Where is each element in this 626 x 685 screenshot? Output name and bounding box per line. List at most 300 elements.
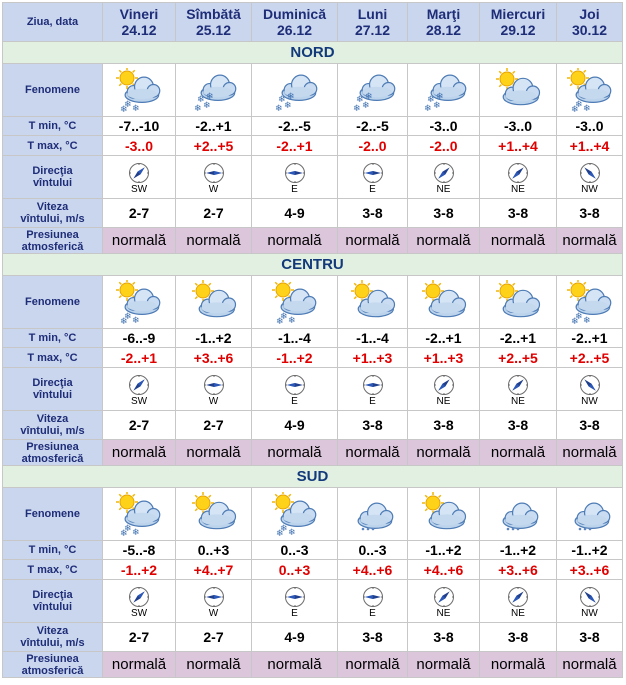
wind-compass-icon [284, 162, 306, 184]
tmin-value: -1..-4 [338, 329, 408, 348]
wind-direction-value: NE [436, 607, 451, 619]
wind-compass-icon [507, 586, 529, 608]
wind-direction-cell [557, 368, 623, 411]
label-line: Presiunea [26, 440, 79, 453]
wind-compass-icon [203, 374, 225, 396]
svg-text:❄: ❄ [279, 312, 288, 322]
wind-direction-value: E [369, 395, 376, 407]
wind-speed-value: 3-8 [408, 199, 480, 228]
weather-cell [176, 276, 252, 329]
pressure-value: normală [557, 440, 623, 466]
day-date: 25.12 [195, 22, 232, 38]
svg-text:❄: ❄ [432, 101, 441, 111]
wind-speed-value: 4-9 [252, 623, 338, 652]
fenomene-row [3, 488, 623, 541]
label-line: Direcţia [32, 165, 73, 177]
svg-text:❄: ❄ [423, 104, 432, 112]
tmin-value: -1..+2 [408, 541, 480, 560]
tmax-value: -2..+1 [252, 136, 338, 156]
wind-speed-value: 2-7 [103, 411, 176, 440]
tmin-row [3, 329, 623, 348]
wind-compass-icon [579, 586, 601, 608]
day-date: 28.12 [425, 22, 462, 38]
region-title: NORD [3, 42, 623, 64]
wind-direction-cell [103, 580, 176, 623]
weather-cell [252, 276, 338, 329]
label-line: vîntului, m/s [20, 213, 85, 225]
label-line: vîntului, m/s [20, 425, 85, 437]
region-row [3, 254, 623, 276]
wind-speed-value: 3-8 [408, 623, 480, 652]
weather-cell [338, 64, 408, 117]
day-name: Marţi [426, 6, 461, 22]
region-title: SUD [3, 466, 623, 488]
pressure-value: normală [338, 228, 408, 254]
svg-text:❄: ❄ [193, 104, 202, 112]
pressure-value: normală [480, 440, 557, 466]
tmin-value: 0..-3 [252, 541, 338, 560]
wind-direction-value: NW [581, 607, 598, 619]
tmax-label: T max, °C [3, 348, 103, 368]
day-date: 29.12 [500, 22, 536, 38]
tmax-label: T max, °C [3, 560, 103, 580]
tmax-value: +3..+6 [557, 560, 623, 580]
wind-direction-value: NE [511, 183, 525, 195]
wind-direction-cell [176, 580, 252, 623]
svg-text:❄: ❄ [426, 95, 435, 105]
label-line: Direcţia [32, 589, 73, 601]
wind-direction-cell [338, 156, 408, 199]
wind-direction-value: W [208, 395, 219, 407]
header-day [480, 3, 557, 42]
tmin-value: -3..0 [480, 117, 557, 136]
wind-speed-value: 4-9 [252, 411, 338, 440]
svg-text:❄: ❄ [124, 524, 132, 534]
tmax-value: +1..+4 [557, 136, 623, 156]
tmin-value: -2..+1 [557, 329, 623, 348]
pressure-value: normală [176, 440, 252, 466]
svg-text:❄: ❄ [274, 104, 283, 112]
wind-direction-cell [252, 580, 338, 623]
pressure-value: normală [103, 652, 176, 678]
weather-cell [252, 488, 338, 541]
weather-cell [338, 488, 408, 541]
svg-text:❄: ❄ [275, 529, 284, 536]
forecast-table [2, 2, 623, 678]
wind-direction-value: NW [581, 395, 598, 407]
weather-cell [338, 276, 408, 329]
svg-text:❄: ❄ [570, 317, 579, 324]
wind-direction-cell [408, 368, 480, 411]
sun-cloud-snow-icon [565, 280, 615, 324]
wind-speed-value: 2-7 [103, 623, 176, 652]
tmax-value: -2..+1 [103, 348, 176, 368]
wind-compass-icon [579, 374, 601, 396]
label-line: Viteza [36, 413, 69, 425]
tmax-value: +3..+6 [480, 560, 557, 580]
cloud-light-snow-icon [493, 492, 543, 536]
svg-text:❄: ❄ [574, 100, 583, 110]
cloud-snow-icon [189, 68, 239, 112]
cloud-snow-icon [270, 68, 320, 112]
tmax-value: +3..+6 [176, 348, 252, 368]
region-row [3, 42, 623, 64]
pressure-row [3, 228, 623, 254]
fenomene-label: Fenomene [3, 488, 103, 541]
day-name: Sîmbătă [186, 6, 241, 22]
wind-speed-value: 3-8 [338, 199, 408, 228]
day-date: 24.12 [121, 22, 157, 38]
day-date: 30.12 [571, 22, 608, 38]
wind-direction-row [3, 368, 623, 411]
wind-direction-cell [176, 156, 252, 199]
day-name: Vineri [119, 6, 159, 22]
day-name: Luni [357, 6, 388, 22]
wind-compass-icon [362, 374, 384, 396]
wind-speed-label [3, 199, 103, 228]
svg-text:❄: ❄ [205, 92, 214, 102]
wind-compass-icon [128, 162, 150, 184]
pressure-value: normală [408, 652, 480, 678]
wind-speed-label [3, 411, 103, 440]
sun-cloud-snow-icon [270, 492, 320, 536]
wind-direction-row [3, 156, 623, 199]
sun-cloud-snow-icon [270, 280, 320, 324]
tmin-value: -5..-8 [103, 541, 176, 560]
sun-cloud-snow-icon [114, 68, 164, 112]
tmin-value: -1..-4 [252, 329, 338, 348]
svg-text:❄: ❄ [120, 105, 128, 112]
wind-direction-cell [103, 368, 176, 411]
tmin-value: -3..0 [557, 117, 623, 136]
wind-direction-cell [338, 368, 408, 411]
label-line: Presiunea [26, 652, 79, 665]
tmax-value: -3..0 [103, 136, 176, 156]
wind-direction-value: E [291, 395, 298, 407]
pressure-label [3, 652, 103, 678]
wind-direction-cell [408, 580, 480, 623]
wind-speed-value: 4-9 [252, 199, 338, 228]
svg-text:❄: ❄ [582, 316, 591, 324]
wind-direction-value: W [208, 607, 219, 619]
tmin-value: -3..0 [408, 117, 480, 136]
label-line: Presiunea [26, 228, 79, 241]
svg-text:❄: ❄ [124, 100, 132, 110]
pressure-value: normală [557, 228, 623, 254]
svg-text:❄: ❄ [120, 529, 128, 536]
pressure-value: normală [176, 652, 252, 678]
wind-direction-value: NW [581, 183, 598, 195]
tmax-value: +4..+6 [338, 560, 408, 580]
wind-speed-row [3, 199, 623, 228]
wind-direction-cell [480, 156, 557, 199]
header-day [408, 3, 480, 42]
header-day [103, 3, 176, 42]
wind-direction-value: NE [436, 395, 451, 407]
svg-text:❄: ❄ [287, 316, 296, 324]
tmin-value: -2..+1 [408, 329, 480, 348]
cloud-snow-icon [419, 68, 469, 112]
svg-text:❄: ❄ [277, 95, 286, 105]
tmin-label: T min, °C [3, 541, 103, 560]
header-day [557, 3, 623, 42]
tmax-value: +4..+6 [408, 560, 480, 580]
wind-compass-icon [203, 162, 225, 184]
weather-cell [103, 64, 176, 117]
weather-cell [408, 64, 480, 117]
svg-text:❄: ❄ [202, 101, 211, 111]
wind-direction-value: E [369, 183, 376, 195]
pressure-value: normală [338, 440, 408, 466]
tmin-row [3, 117, 623, 136]
label-line: atmosferică [21, 664, 84, 677]
header-day [338, 3, 408, 42]
weather-cell [408, 488, 480, 541]
svg-text:❄: ❄ [355, 95, 364, 105]
svg-text:❄: ❄ [582, 104, 591, 112]
tmin-row [3, 541, 623, 560]
wind-direction-value: NE [511, 395, 525, 407]
svg-text:❄: ❄ [283, 101, 292, 111]
wind-speed-value: 3-8 [480, 623, 557, 652]
tmax-value: -2..0 [408, 136, 480, 156]
region-title: CENTRU [3, 254, 623, 276]
pressure-row [3, 652, 623, 678]
sun-cloud-snow-icon [114, 280, 164, 324]
wind-direction-value: NE [511, 607, 525, 619]
wind-direction-label [3, 580, 103, 623]
svg-text:❄: ❄ [286, 92, 295, 102]
wind-speed-label [3, 623, 103, 652]
cloud-light-snow-icon [348, 492, 398, 536]
day-name: Miercuri [490, 6, 546, 22]
svg-text:❄: ❄ [287, 528, 296, 536]
tmax-value: +2..+5 [480, 348, 557, 368]
pressure-value: normală [103, 440, 176, 466]
tmin-value: -2..-5 [338, 117, 408, 136]
sun-cloud-icon [348, 280, 398, 324]
label-line: Direcţia [32, 377, 73, 389]
sun-cloud-icon [419, 492, 469, 536]
wind-compass-icon [433, 162, 455, 184]
tmax-value: +2..+5 [176, 136, 252, 156]
weather-cell [557, 276, 623, 329]
tmax-value: +2..+5 [557, 348, 623, 368]
day-name: Duminică [262, 6, 326, 22]
tmin-value: -1..+2 [480, 541, 557, 560]
svg-text:❄: ❄ [132, 528, 140, 536]
label-line: atmosferică [21, 452, 84, 465]
svg-text:❄: ❄ [279, 524, 288, 534]
pressure-value: normală [338, 652, 408, 678]
weather-cell [103, 276, 176, 329]
pressure-label [3, 440, 103, 466]
wind-speed-value: 2-7 [176, 623, 252, 652]
wind-speed-value: 3-8 [338, 411, 408, 440]
tmax-value: +1..+3 [408, 348, 480, 368]
tmax-row [3, 560, 623, 580]
wind-speed-value: 3-8 [557, 199, 623, 228]
svg-text:❄: ❄ [132, 104, 140, 112]
pressure-value: normală [480, 228, 557, 254]
label-line: vîntului [32, 177, 73, 189]
wind-compass-icon [433, 374, 455, 396]
wind-direction-label [3, 368, 103, 411]
cloud-light-snow-icon [565, 492, 615, 536]
svg-text:❄: ❄ [435, 92, 444, 102]
wind-direction-value: NE [436, 183, 451, 195]
pressure-value: normală [176, 228, 252, 254]
tmax-value: -1..+2 [252, 348, 338, 368]
pressure-value: normală [103, 228, 176, 254]
wind-compass-icon [433, 586, 455, 608]
weather-cell [408, 276, 480, 329]
wind-speed-value: 2-7 [176, 199, 252, 228]
header-day [176, 3, 252, 42]
wind-direction-cell [252, 156, 338, 199]
wind-speed-row [3, 411, 623, 440]
weather-cell [176, 488, 252, 541]
fenomene-label: Fenomene [3, 276, 103, 329]
wind-direction-cell [252, 368, 338, 411]
pressure-row [3, 440, 623, 466]
sun-cloud-icon [189, 280, 239, 324]
wind-speed-value: 3-8 [480, 199, 557, 228]
wind-compass-icon [284, 586, 306, 608]
tmax-value: +4..+7 [176, 560, 252, 580]
wind-speed-value: 3-8 [408, 411, 480, 440]
sun-cloud-icon [419, 280, 469, 324]
wind-compass-icon [128, 586, 150, 608]
fenomene-row [3, 64, 623, 117]
wind-direction-cell [408, 156, 480, 199]
svg-text:❄: ❄ [120, 317, 128, 324]
cloud-snow-icon [348, 68, 398, 112]
wind-speed-row [3, 623, 623, 652]
wind-direction-value: E [291, 607, 298, 619]
wind-direction-cell [557, 580, 623, 623]
tmin-value: -6..-9 [103, 329, 176, 348]
weather-cell [252, 64, 338, 117]
svg-text:❄: ❄ [361, 101, 370, 111]
wind-direction-row [3, 580, 623, 623]
weather-cell [480, 488, 557, 541]
wind-speed-value: 2-7 [176, 411, 252, 440]
wind-direction-cell [176, 368, 252, 411]
pressure-value: normală [252, 440, 338, 466]
svg-text:❄: ❄ [132, 316, 140, 324]
day-date: 26.12 [276, 22, 313, 38]
label-line: vîntului [32, 389, 73, 401]
sun-cloud-icon [189, 492, 239, 536]
tmin-label: T min, °C [3, 329, 103, 348]
tmin-value: -7..-10 [103, 117, 176, 136]
tmax-row [3, 136, 623, 156]
label-line: vîntului, m/s [20, 637, 85, 649]
weather-cell [480, 276, 557, 329]
svg-text:❄: ❄ [574, 312, 583, 322]
weather-cell [176, 64, 252, 117]
weather-cell [103, 488, 176, 541]
tmax-label: T max, °C [3, 136, 103, 156]
tmax-value: -2..0 [338, 136, 408, 156]
wind-direction-label [3, 156, 103, 199]
sun-cloud-snow-icon [565, 68, 615, 112]
wind-compass-icon [203, 586, 225, 608]
svg-text:❄: ❄ [275, 317, 284, 324]
wind-direction-value: SW [130, 395, 148, 407]
label-line: Viteza [36, 201, 69, 213]
wind-speed-value: 3-8 [338, 623, 408, 652]
sun-cloud-icon [493, 280, 543, 324]
label-line: Viteza [36, 625, 69, 637]
pressure-label [3, 228, 103, 254]
svg-text:❄: ❄ [570, 105, 579, 112]
wind-direction-cell [557, 156, 623, 199]
pressure-value: normală [252, 228, 338, 254]
pressure-value: normală [408, 228, 480, 254]
label-line: atmosferică [21, 240, 84, 253]
day-name: Joi [579, 6, 600, 22]
wind-direction-value: W [208, 183, 219, 195]
wind-compass-icon [362, 586, 384, 608]
tmin-value: 0..+3 [176, 541, 252, 560]
wind-direction-value: E [369, 607, 376, 619]
pressure-value: normală [480, 652, 557, 678]
tmin-value: -2..+1 [176, 117, 252, 136]
pressure-value: normală [557, 652, 623, 678]
wind-compass-icon [507, 162, 529, 184]
wind-direction-cell [480, 580, 557, 623]
wind-direction-cell [480, 368, 557, 411]
pressure-value: normală [252, 652, 338, 678]
wind-compass-icon [128, 374, 150, 396]
wind-direction-value: SW [130, 183, 148, 195]
wind-direction-value: E [291, 183, 298, 195]
wind-speed-value: 3-8 [557, 623, 623, 652]
tmin-value: 0..-3 [338, 541, 408, 560]
wind-compass-icon [284, 374, 306, 396]
tmin-label: T min, °C [3, 117, 103, 136]
weather-cell [480, 64, 557, 117]
tmax-value: +1..+3 [338, 348, 408, 368]
label-line: vîntului [32, 601, 73, 613]
svg-text:❄: ❄ [364, 92, 373, 102]
header-row [3, 3, 623, 42]
header-day-date-label: Ziua, data [3, 3, 103, 42]
weather-cell [557, 64, 623, 117]
sun-cloud-icon [493, 68, 543, 112]
tmax-value: -1..+2 [103, 560, 176, 580]
region-row [3, 466, 623, 488]
pressure-value: normală [408, 440, 480, 466]
wind-compass-icon [362, 162, 384, 184]
wind-compass-icon [507, 374, 529, 396]
tmin-value: -2..+1 [480, 329, 557, 348]
wind-direction-cell [103, 156, 176, 199]
tmin-value: -2..-5 [252, 117, 338, 136]
tmin-value: -1..+2 [557, 541, 623, 560]
wind-direction-value: SW [130, 607, 148, 619]
header-day [252, 3, 338, 42]
wind-direction-cell [338, 580, 408, 623]
tmax-value: 0..+3 [252, 560, 338, 580]
svg-text:❄: ❄ [124, 312, 132, 322]
svg-text:❄: ❄ [196, 95, 205, 105]
sun-cloud-snow-icon [114, 492, 164, 536]
tmax-value: +1..+4 [480, 136, 557, 156]
wind-speed-value: 3-8 [557, 411, 623, 440]
